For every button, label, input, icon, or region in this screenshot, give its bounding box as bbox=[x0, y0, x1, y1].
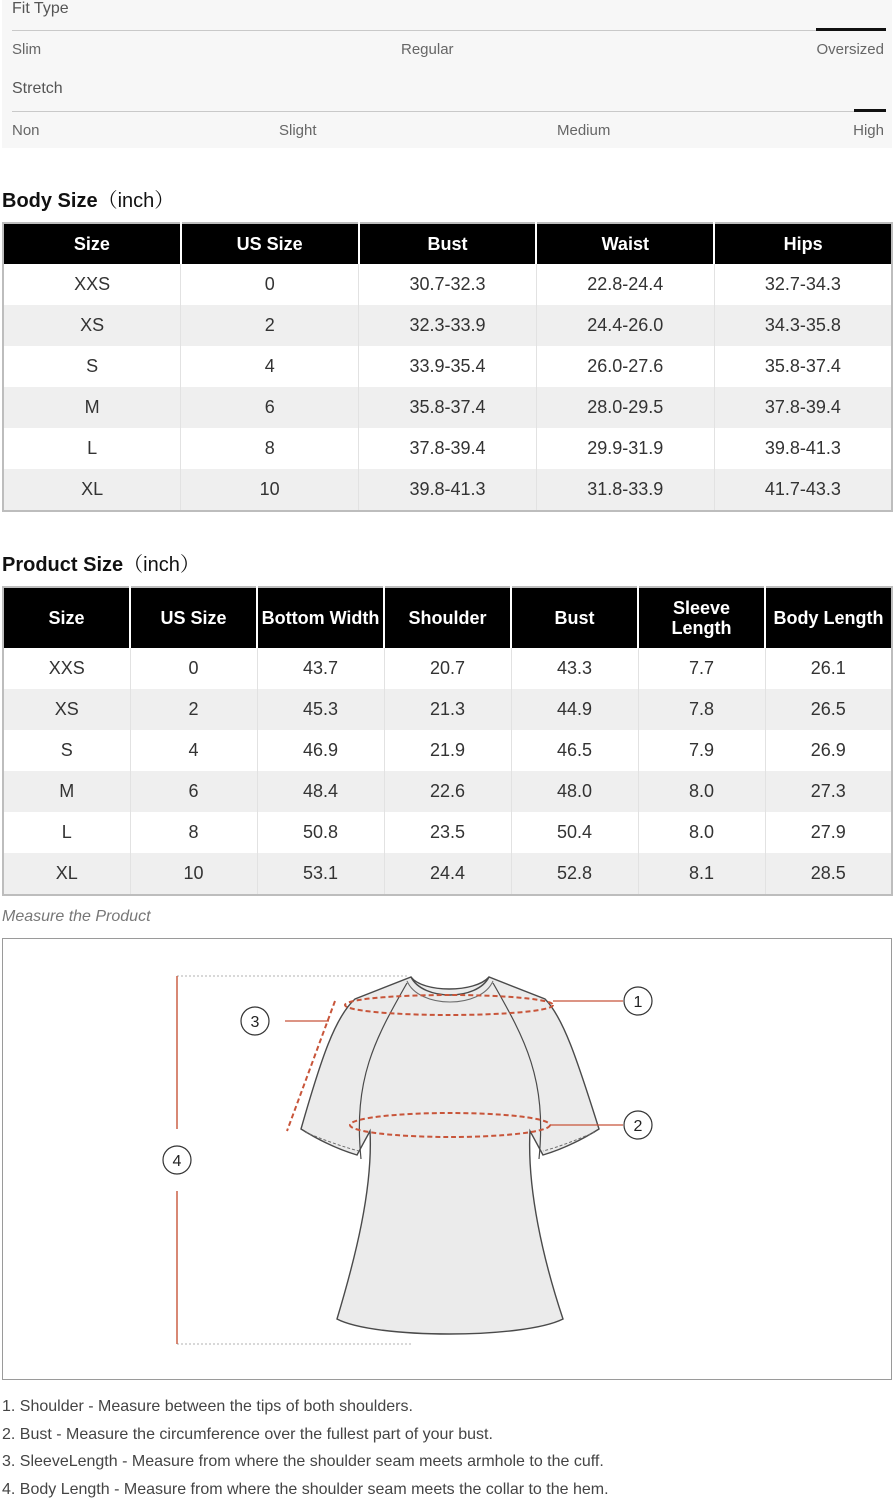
measure-notes bbox=[2, 1393, 609, 1503]
table-row bbox=[3, 689, 892, 730]
table-cell: 8 bbox=[181, 428, 359, 469]
marker-4 bbox=[163, 1146, 191, 1174]
table-cell: 46.9 bbox=[257, 730, 384, 771]
table-cell: 10 bbox=[130, 853, 257, 895]
table-cell: M bbox=[3, 387, 181, 428]
fit-option-regular: Regular bbox=[401, 41, 454, 58]
table-row bbox=[3, 648, 892, 689]
fit-option-slim: Slim bbox=[12, 41, 41, 58]
table-cell: XL bbox=[3, 469, 181, 511]
table-cell: 33.9-35.4 bbox=[359, 346, 537, 387]
table-cell: XS bbox=[3, 305, 181, 346]
table-cell: 28.5 bbox=[765, 853, 892, 895]
product-size-title: Product Size bbox=[2, 554, 123, 576]
table-row bbox=[3, 387, 892, 428]
table-cell: 21.3 bbox=[384, 689, 511, 730]
tshirt-shape bbox=[301, 977, 599, 1334]
table-cell: XL bbox=[3, 853, 130, 895]
body-size-title: Body Size bbox=[2, 190, 98, 212]
table-row bbox=[3, 346, 892, 387]
stretch-option-non: Non bbox=[12, 122, 40, 139]
table-row bbox=[3, 853, 892, 895]
note-bust: 2. Bust - Measure the circumference over the fullest part of your bust. bbox=[2, 1421, 609, 1449]
note-shoulder: 1. Shoulder - Measure between the tips of both shoulders. bbox=[2, 1393, 609, 1421]
table-cell: 0 bbox=[181, 264, 359, 305]
marker-4-label: 4 bbox=[173, 1153, 182, 1170]
table-cell: 41.7-43.3 bbox=[714, 469, 892, 511]
table-cell: 37.8-39.4 bbox=[714, 387, 892, 428]
table-cell: 43.3 bbox=[511, 648, 638, 689]
table-cell: 52.8 bbox=[511, 853, 638, 895]
table-cell: 50.8 bbox=[257, 812, 384, 853]
column-header: US Size bbox=[130, 587, 257, 648]
marker-3 bbox=[241, 1007, 269, 1035]
table-cell: L bbox=[3, 812, 130, 853]
table-cell: XXS bbox=[3, 264, 181, 305]
table-cell: 44.9 bbox=[511, 689, 638, 730]
body-size-unit: （inch） bbox=[98, 190, 175, 212]
table-row bbox=[3, 730, 892, 771]
table-cell: 27.3 bbox=[765, 771, 892, 812]
stretch-scale bbox=[12, 111, 886, 112]
table-row bbox=[3, 771, 892, 812]
column-header: Bust bbox=[359, 223, 537, 264]
table-cell: 8.0 bbox=[638, 812, 765, 853]
table-cell: 28.0-29.5 bbox=[536, 387, 714, 428]
stretch-option-slight: Slight bbox=[279, 122, 317, 139]
table-row bbox=[3, 428, 892, 469]
table-cell: XS bbox=[3, 689, 130, 730]
table-cell: L bbox=[3, 428, 181, 469]
table-cell: 6 bbox=[130, 771, 257, 812]
body-size-table bbox=[2, 222, 893, 512]
table-cell: XXS bbox=[3, 648, 130, 689]
table-cell: 45.3 bbox=[257, 689, 384, 730]
note-sleeve-length: 3. SleeveLength - Measure from where the shoulder seam meets armhole to the cuff. bbox=[2, 1448, 609, 1476]
fit-type-title: Fit Type bbox=[12, 0, 69, 18]
marker-1 bbox=[624, 987, 652, 1015]
stretch-selected-marker bbox=[854, 109, 886, 112]
table-header-row bbox=[3, 223, 892, 264]
table-cell: 35.8-37.4 bbox=[714, 346, 892, 387]
table-cell: 35.8-37.4 bbox=[359, 387, 537, 428]
column-header: Size bbox=[3, 587, 130, 648]
table-cell: 26.0-27.6 bbox=[536, 346, 714, 387]
marker-1-label: 1 bbox=[634, 994, 643, 1011]
table-row bbox=[3, 812, 892, 853]
table-cell: 48.0 bbox=[511, 771, 638, 812]
marker-2 bbox=[624, 1111, 652, 1139]
table-header-row bbox=[3, 587, 892, 648]
fit-type-scale bbox=[12, 30, 886, 31]
table-cell: 23.5 bbox=[384, 812, 511, 853]
product-size-table bbox=[2, 586, 893, 896]
table-cell: 39.8-41.3 bbox=[714, 428, 892, 469]
table-cell: M bbox=[3, 771, 130, 812]
table-cell: 22.8-24.4 bbox=[536, 264, 714, 305]
fit-type-selected-marker bbox=[816, 28, 886, 31]
table-cell: S bbox=[3, 346, 181, 387]
column-header: Size bbox=[3, 223, 181, 264]
table-cell: 8.1 bbox=[638, 853, 765, 895]
table-cell: 26.1 bbox=[765, 648, 892, 689]
stretch-option-high: High bbox=[853, 122, 884, 139]
column-header: Bottom Width bbox=[257, 587, 384, 648]
table-cell: 2 bbox=[130, 689, 257, 730]
table-cell: 29.9-31.9 bbox=[536, 428, 714, 469]
table-cell: 32.3-33.9 bbox=[359, 305, 537, 346]
table-cell: 10 bbox=[181, 469, 359, 511]
column-header: Waist bbox=[536, 223, 714, 264]
table-cell: 8 bbox=[130, 812, 257, 853]
table-cell: 26.9 bbox=[765, 730, 892, 771]
table-cell: 27.9 bbox=[765, 812, 892, 853]
tshirt-illustration bbox=[3, 939, 891, 1379]
table-cell: 31.8-33.9 bbox=[536, 469, 714, 511]
column-header: Body Length bbox=[765, 587, 892, 648]
table-row bbox=[3, 264, 892, 305]
table-cell: 26.5 bbox=[765, 689, 892, 730]
table-cell: 43.7 bbox=[257, 648, 384, 689]
table-cell: 0 bbox=[130, 648, 257, 689]
table-cell: 50.4 bbox=[511, 812, 638, 853]
table-cell: 7.9 bbox=[638, 730, 765, 771]
table-cell: 32.7-34.3 bbox=[714, 264, 892, 305]
column-header: Hips bbox=[714, 223, 892, 264]
measure-caption: Measure the Product bbox=[2, 908, 151, 926]
table-cell: 24.4-26.0 bbox=[536, 305, 714, 346]
column-header: US Size bbox=[181, 223, 359, 264]
table-cell: 21.9 bbox=[384, 730, 511, 771]
table-cell: 53.1 bbox=[257, 853, 384, 895]
stretch-option-medium: Medium bbox=[557, 122, 610, 139]
marker-3-label: 3 bbox=[251, 1014, 260, 1031]
measure-diagram bbox=[2, 938, 892, 1380]
body-size-heading bbox=[2, 184, 174, 213]
table-row bbox=[3, 469, 892, 511]
fit-stretch-panel bbox=[2, 0, 892, 148]
product-size-heading bbox=[2, 548, 200, 577]
column-header: Sleeve Length bbox=[638, 587, 765, 648]
table-cell: 8.0 bbox=[638, 771, 765, 812]
table-cell: 24.4 bbox=[384, 853, 511, 895]
fit-option-oversized: Oversized bbox=[816, 41, 884, 58]
table-cell: 39.8-41.3 bbox=[359, 469, 537, 511]
table-cell: 7.7 bbox=[638, 648, 765, 689]
table-cell: 34.3-35.8 bbox=[714, 305, 892, 346]
table-cell: 4 bbox=[181, 346, 359, 387]
table-cell: 37.8-39.4 bbox=[359, 428, 537, 469]
stretch-title: Stretch bbox=[12, 80, 63, 98]
table-row bbox=[3, 305, 892, 346]
product-size-unit: （inch） bbox=[123, 554, 200, 576]
marker-2-label: 2 bbox=[634, 1118, 643, 1135]
table-cell: 30.7-32.3 bbox=[359, 264, 537, 305]
table-cell: 46.5 bbox=[511, 730, 638, 771]
table-cell: 48.4 bbox=[257, 771, 384, 812]
table-cell: 6 bbox=[181, 387, 359, 428]
column-header: Shoulder bbox=[384, 587, 511, 648]
table-cell: 22.6 bbox=[384, 771, 511, 812]
note-body-length: 4. Body Length - Measure from where the shoulder seam meets the collar to the hem. bbox=[2, 1476, 609, 1503]
table-cell: 7.8 bbox=[638, 689, 765, 730]
column-header: Bust bbox=[511, 587, 638, 648]
table-cell: 4 bbox=[130, 730, 257, 771]
table-cell: S bbox=[3, 730, 130, 771]
table-cell: 20.7 bbox=[384, 648, 511, 689]
table-cell: 2 bbox=[181, 305, 359, 346]
